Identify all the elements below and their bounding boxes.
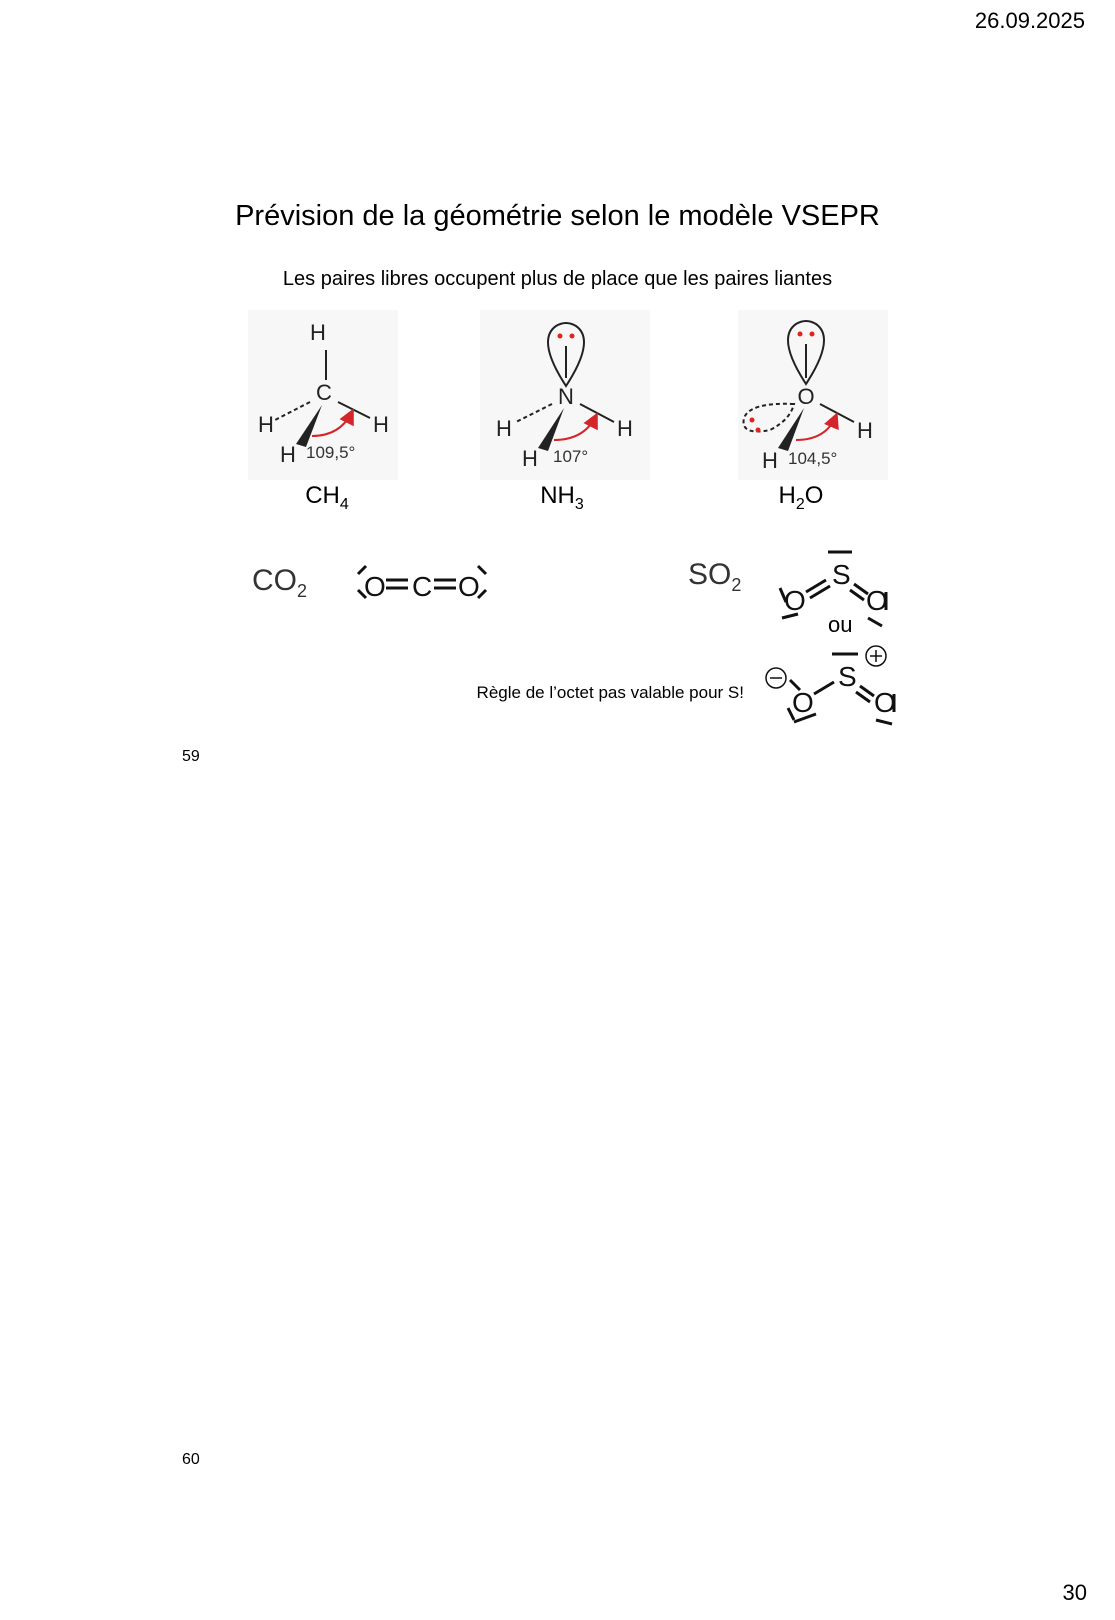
header-date: 26.09.2025 xyxy=(974,8,1085,33)
h2o-atom-h-bottom: H xyxy=(762,448,778,473)
so2a-atom-o-left: O xyxy=(784,585,806,616)
co2-label: $CO_2$ xyxy=(252,564,308,601)
formula-h2o: $H_2O$ xyxy=(778,482,824,513)
so2a-atom-s: S xyxy=(832,559,851,590)
nh3-atom-h-left: H xyxy=(496,416,512,441)
ch4-atom-h-left: H xyxy=(258,412,274,437)
so2b-atom-o-left: O xyxy=(792,687,814,718)
so2-label: $SO_2$ xyxy=(688,558,742,595)
octet-rule-note: Règle de l’octet pas valable pour S! xyxy=(476,683,744,702)
formula-ch4: $CH_4$ xyxy=(305,482,349,513)
ch4-atom-h-right: H xyxy=(373,412,389,437)
resonance-ou-text: ou xyxy=(828,612,853,637)
page-number: 30 xyxy=(1062,1580,1087,1605)
nh3-angle-label: 107° xyxy=(553,447,589,466)
co2-atom-o-right: O xyxy=(458,571,480,602)
ch4-atom-h-top: H xyxy=(310,320,326,345)
so2b-atom-o-right: O xyxy=(874,687,896,718)
nh3-atom-h-right: H xyxy=(617,416,633,441)
ch4-atom-h-bottom: H xyxy=(280,442,296,467)
slide-title: Prévision de la géométrie selon le modèle VSEPR xyxy=(235,200,880,232)
so2b-atom-s: S xyxy=(838,661,857,692)
slide-subtitle: Les paires libres occupent plus de place que les paires liantes xyxy=(282,268,833,290)
ch4-angle-label: 109,5° xyxy=(306,443,356,462)
h2o-atom-o: O xyxy=(797,384,815,409)
nh3-atom-n: N xyxy=(558,384,574,409)
nh3-atom-h-bottom: H xyxy=(522,446,538,471)
h2o-atom-h-right: H xyxy=(857,418,873,443)
slide-number-59: 59 xyxy=(182,748,200,765)
so2-lewis-structure-2 xyxy=(766,646,896,724)
so2a-atom-o-right: O xyxy=(866,585,888,616)
ch4-atom-c: C xyxy=(316,380,332,405)
co2-atom-o-left: O xyxy=(364,571,386,602)
co2-atom-c: C xyxy=(412,571,433,602)
formula-nh3: $NH_3$ xyxy=(540,482,584,513)
slide-number-60: 60 xyxy=(182,1451,200,1468)
co2-lewis-structure xyxy=(358,566,486,602)
h2o-angle-label: 104,5° xyxy=(788,449,838,468)
